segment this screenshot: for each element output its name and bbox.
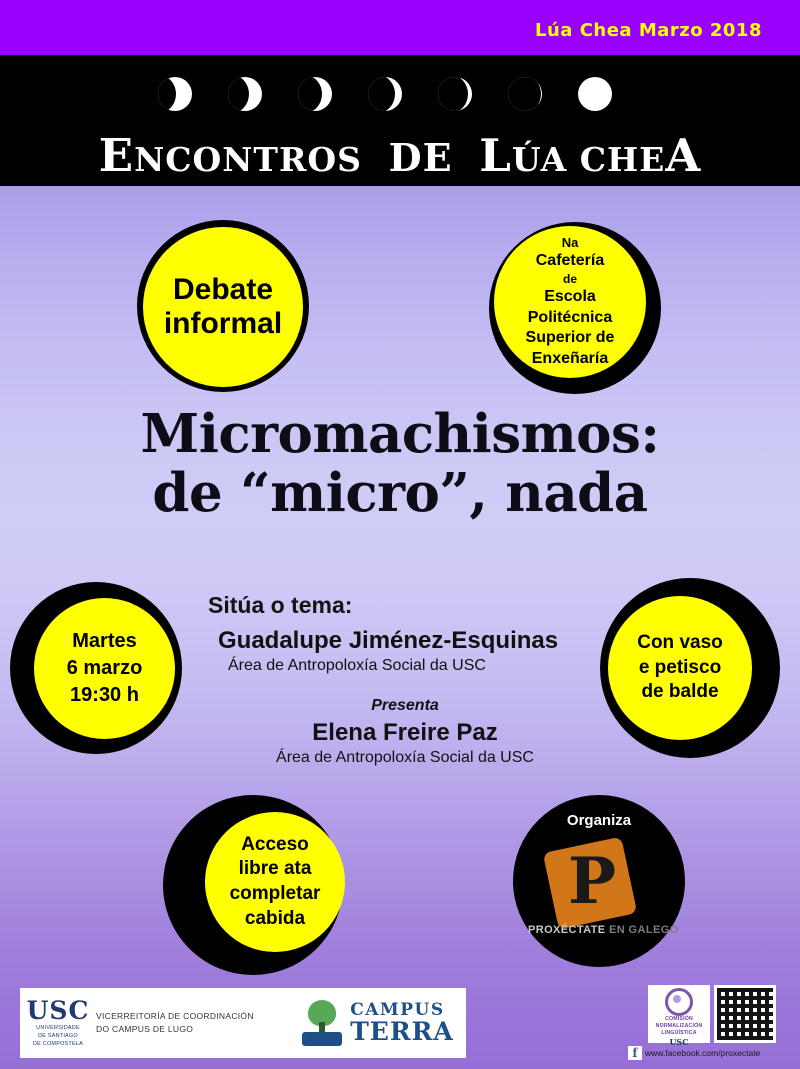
campus-terra-line-1: CAMPUS [350, 1000, 445, 1020]
credit-text: Lúa Chea Marzo 2018 [535, 20, 762, 41]
cnl-swirl-icon [665, 988, 693, 1016]
refreshments-line-2: e petisco [638, 656, 722, 678]
moon-phase-1 [158, 77, 192, 111]
page-title [0, 129, 800, 182]
moon-phase-4 [368, 77, 402, 111]
title-de: DE [388, 135, 453, 180]
campus-terra-line-2: TERRA [350, 1017, 454, 1046]
cnl-line-3: LINGÜÍSTICA [661, 1030, 697, 1037]
facebook-url[interactable]: www.facebook.com/proxectate [645, 1048, 761, 1058]
venue-line-2: Cafetería [535, 252, 605, 270]
venue-line-3: de [562, 271, 577, 286]
situa-speaker-affiliation: Área de Antropoloxía Social da USC [228, 657, 486, 674]
venue-line-1: Na [561, 234, 579, 250]
title-a: A [665, 129, 702, 182]
access-badge [205, 812, 345, 952]
title-ua-che: ÚA CHE [511, 140, 666, 179]
venue-line-4: Escola [544, 288, 596, 306]
date-badge [34, 598, 175, 739]
refreshments-line-3: de balde [641, 681, 719, 703]
venue-line-6: Superior de [525, 329, 615, 347]
tree-icon [302, 1000, 342, 1046]
access-line-3: completar [229, 883, 321, 904]
campus-terra-wordmark [350, 1002, 454, 1044]
access-line-1: Acceso [241, 833, 309, 855]
moon-phases [0, 77, 800, 123]
debate-line-2: informal [163, 307, 283, 340]
qr-code-image [717, 988, 773, 1040]
refreshments-line-1: Con vaso [637, 631, 723, 653]
refreshments-badge [608, 596, 752, 740]
situa-label: Sitúa o tema: [208, 592, 353, 618]
headline [0, 405, 800, 524]
usc-vicerreitoria [96, 1010, 254, 1036]
cnl-line-2: NORMALIZACIÓN [655, 1023, 703, 1030]
moon-phase-7 [578, 77, 612, 111]
date-line-1: Martes [72, 630, 137, 652]
date-line-3: 19:30 h [70, 684, 139, 706]
usc-mark [20, 998, 96, 1048]
title-ncontros: NCONTROS [134, 140, 362, 179]
situa-group [180, 592, 620, 675]
proxectate-letter: P [568, 844, 617, 919]
presenta-label: Presenta [371, 697, 439, 714]
usc-sub-2: DE SANTIAGO [38, 1033, 78, 1040]
date-line-2: 6 marzo [66, 657, 143, 679]
venue-badge [494, 226, 646, 378]
facebook-row[interactable] [628, 1046, 788, 1060]
cnl-line-1: COMISIÓN [665, 1016, 693, 1022]
cnl-usc: USC [669, 1037, 689, 1048]
moon-phase-5 [438, 77, 472, 111]
presenta-speaker-name: Elena Freire Paz [312, 719, 498, 746]
organizer-label: Organiza [566, 812, 632, 829]
headline-line-2: de “micro”, nada [152, 462, 648, 525]
moon-phase-6 [508, 77, 542, 111]
usc-vicerreitoria-line-2: DO CAMPUS DE LUGO [96, 1024, 194, 1034]
speaker-block [180, 592, 620, 767]
debate-badge [143, 227, 303, 387]
qr-code [714, 985, 776, 1043]
proxectate-wordmark-1: PROXÉCTATE [528, 924, 606, 936]
top-bar [0, 0, 800, 55]
situa-speaker-name: Guadalupe Jiménez-Esquinas [218, 627, 559, 654]
access-line-4: cabida [244, 907, 306, 929]
title-l: L [479, 129, 512, 182]
moon-phase-3 [298, 77, 332, 111]
proxectate-wordmark [528, 924, 679, 936]
venue-line-7: Enxeñaría [531, 349, 609, 367]
usc-sub-3: DE COMPOSTELA [33, 1041, 83, 1047]
venue-line-5: Politécnica [527, 308, 613, 326]
presenta-speaker-affiliation: Área de Antropoloxía Social da USC [276, 749, 534, 766]
usc-acronym: USC [26, 996, 90, 1026]
proxectate-wordmark-2: EN GALEGO [605, 924, 679, 936]
campus-terra-logo-block [290, 988, 466, 1058]
debate-line-1: Debate [172, 273, 274, 307]
cnl-logo-block [648, 985, 710, 1048]
usc-vicerreitoria-line-1: VICERREITORÍA DE COORDINACIÓN [96, 1011, 254, 1022]
header-band [0, 55, 800, 186]
usc-sub-1: UNIVERSIDADE [36, 1025, 80, 1032]
proxectate-logo [528, 838, 679, 948]
headline-line-1: Micromachismos: [140, 403, 660, 465]
facebook-icon[interactable]: f [628, 1046, 642, 1060]
access-line-2: libre ata [238, 858, 312, 880]
moon-phase-2 [228, 77, 262, 111]
usc-logo-block [20, 988, 290, 1058]
title-e: E [98, 129, 135, 182]
